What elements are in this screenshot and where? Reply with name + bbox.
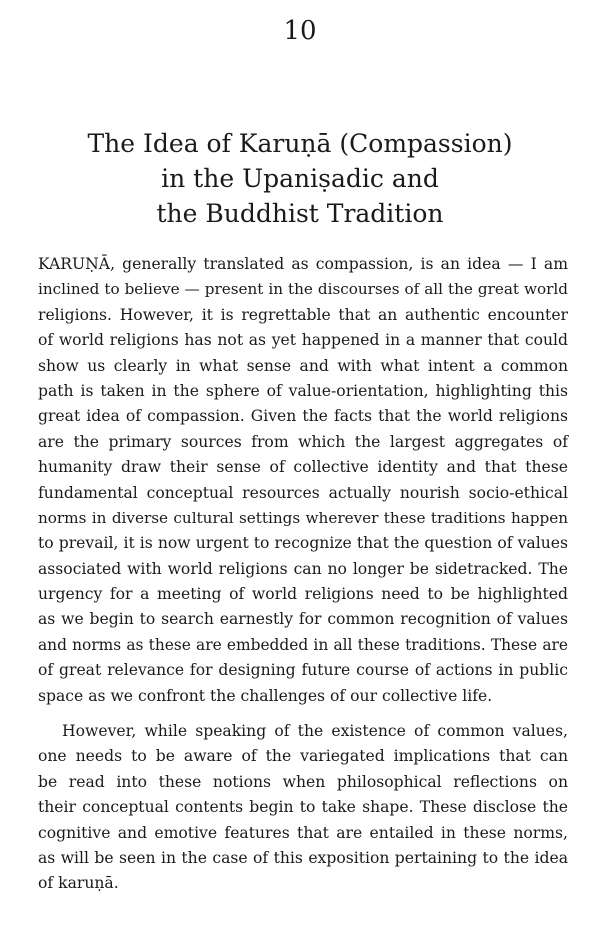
text-line: be read into these notions when philosophical reflections on: [38, 772, 568, 791]
chapter-title-line: in the Upaniṣadic and: [161, 164, 439, 193]
paragraph-2: [38, 719, 568, 897]
text-line: path is taken in the sphere of value-orientation, highlighting this: [38, 381, 568, 400]
text-line: space as we confront the challenges of our collective life.: [38, 686, 493, 705]
chapter-number: 10: [283, 16, 317, 46]
text-line: However, while speaking of the existence of common values,: [62, 722, 568, 741]
body-text: [38, 252, 568, 897]
text-line: cognitive and emotive features that are entailed in these norms,: [38, 823, 568, 842]
text-line: of great relevance for designing future course of actions in public: [38, 661, 568, 680]
text-line: as will be seen in the case of this exposition pertaining to the idea: [38, 848, 568, 867]
text-line: great idea of compassion. Given the facts that the world religions: [38, 407, 568, 426]
text-line: urgency for a meeting of world religions need to be highlighted: [38, 585, 568, 604]
text-line: inclined to believe — present in the discourses of all the great world: [38, 280, 568, 299]
text-line: of world religions has not as yet happened in a manner that could: [38, 331, 568, 350]
text-line: as we begin to search earnestly for common recognition of values: [38, 610, 568, 629]
text-line: their conceptual contents begin to take shape. These disclose the: [38, 798, 568, 817]
text-line: to prevail, it is now urgent to recognize that the question of values: [38, 534, 568, 553]
chapter-title: [40, 126, 560, 231]
text-line: fundamental conceptual resources actually nourish socio-ethical: [38, 483, 568, 502]
text-line: are the primary sources from which the largest aggregates of: [38, 432, 568, 451]
text-line: of karuṇā.: [38, 874, 119, 893]
text-line: and norms as these are embedded in all these traditions. These are: [38, 635, 568, 654]
chapter-title-line: the Buddhist Tradition: [156, 199, 444, 228]
text-line: one needs to be aware of the variegated implications that can: [38, 747, 568, 766]
text-line: KARUṆĀ, generally translated as compassion, is an idea — I am: [38, 255, 568, 273]
text-line: religions. However, it is regrettable that an authentic encounter: [38, 305, 568, 324]
text-line: norms in diverse cultural settings wherever these traditions happen: [38, 508, 568, 527]
paragraph-1: [38, 252, 568, 709]
chapter-title-line: The Idea of Karuṇā (Compassion): [87, 129, 513, 158]
text-line: show us clearly in what sense and with what intent a common: [38, 356, 568, 375]
text-line: associated with world religions can no longer be sidetracked. The: [38, 559, 568, 578]
text-line: humanity draw their sense of collective identity and that these: [38, 458, 568, 477]
